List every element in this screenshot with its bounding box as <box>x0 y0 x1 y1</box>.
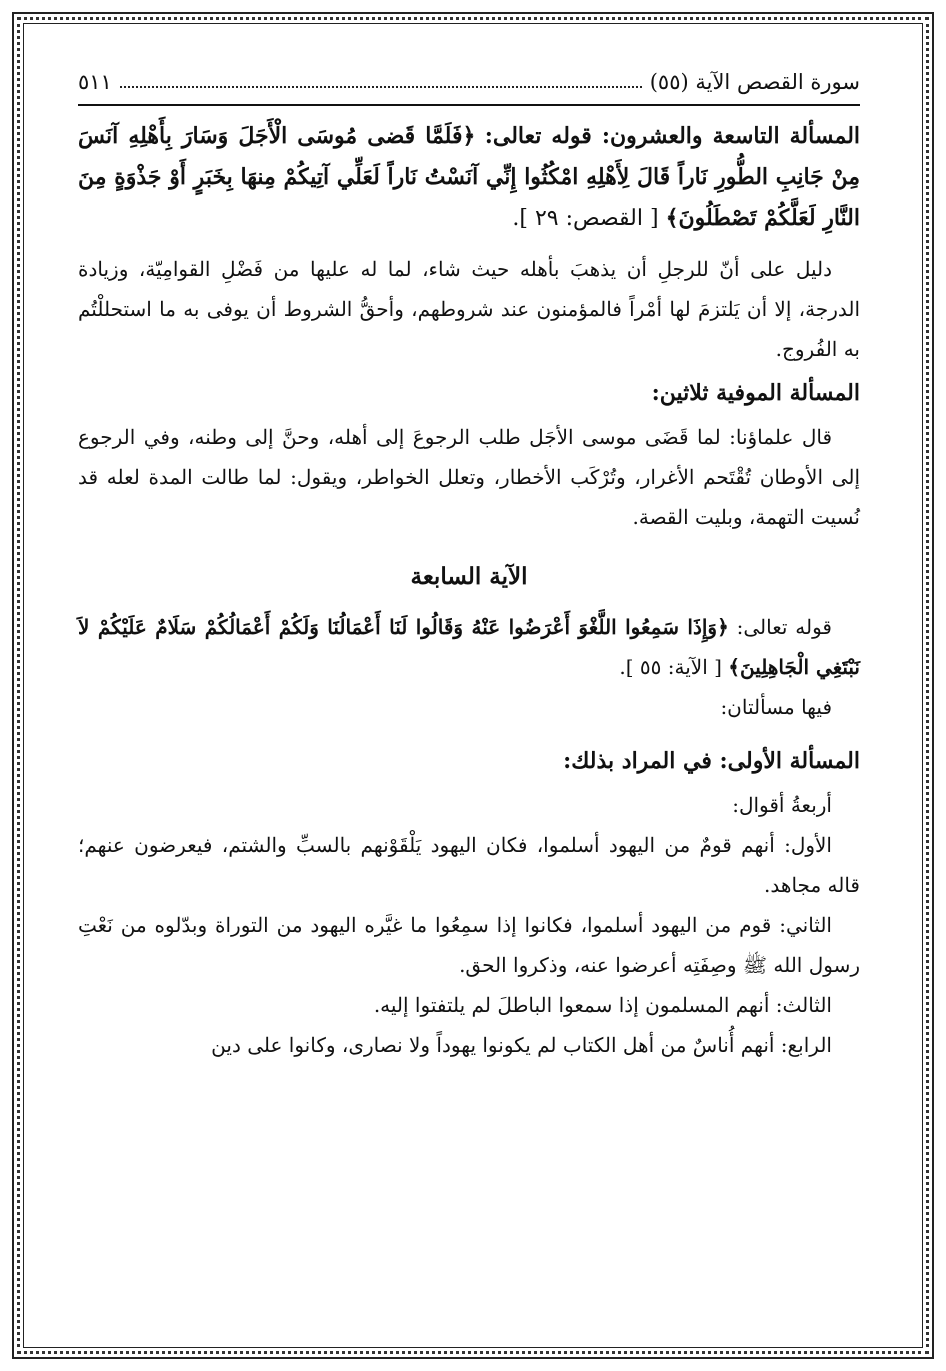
running-title: سورة القصص الآية (٥٥) <box>649 70 860 94</box>
seventh-verse-text: ﴿وَإِذَا سَمِعُوا اللَّغْوَ أَعْرَضُوا عَنْهُ وَقَالُوا لَنَا أَعْمَالُنَا وَلَكُمْ أَعْمَالُكُمْ سَلَامٌ عَلَيْكُمْ لاَ نَبْتَغِي الْجَاهِلِينَ﴾ <box>78 615 860 679</box>
seventh-verse-paragraph <box>78 607 860 687</box>
dotted-leader <box>120 86 642 88</box>
issue-29-body: دليل على أنّ للرجلِ أن يذهبَ بأهله حيث شاء، لما له عليها من فَضْلِ القوامِيّة، وزيادة الدرجة، إلا أن يَلتزمَ لها أمْراً فالمؤمنون عند شروطهم، وأحقُّ الشروط أن يوفى به ما استحللْتُم به الفُروج. <box>78 257 860 361</box>
seventh-verse-heading: الآية السابعة <box>410 563 528 590</box>
issue-29-citation: [ القصص: ٢٩ ]. <box>512 206 659 231</box>
issue-29-paragraph <box>78 116 860 239</box>
issue-1-item-2: الثاني: قوم من اليهود أسلموا، فكانوا إذا سمِعُوا ما غيَّره اليهود من التوراة وبدّلوه من نَعْتِ رسول الله ﷺ وصِفَتِه أعرضوا عنه، وذكروا الحق. <box>78 913 860 977</box>
running-header <box>78 60 860 106</box>
issue-1-count-line: أربعةُ أقوال: <box>732 793 832 817</box>
issue-1-item-1: الأول: أنهم قومٌ من اليهود أسلموا، فكان اليهود يَلْقَوْنهم بالسبِّ والشتم، فيعرضون عنهم؛ قاله مجاهد. <box>78 833 860 897</box>
issue-30-heading: المسألة الموفية ثلاثين: <box>651 380 860 406</box>
issue-30-body: قال علماؤنا: لما قَضَى موسى الأجَل طلب الرجوعَ إلى أهله، وحنَّ إلى وطنه، وفي الرجوع إلى الأوطان تُقْتَحم الأغرار، وتُرْكَب الأخطار، وتعلل الخواطر، ويقول: لما طالت المدة لعله قد نُسيت التهمة، وبليت القصة. <box>78 425 860 529</box>
issue-1-item-3: الثالث: أنهم المسلمون إذا سمعوا الباطلَ لم يلتفتوا إليه. <box>373 993 832 1017</box>
seventh-verse-intro: قوله تعالى: <box>736 615 832 639</box>
issue-29-lead: المسألة التاسعة والعشرون: قوله تعالى: <box>484 123 861 149</box>
issue-1-heading: المسألة الأولى: في المراد بذلك: <box>563 748 860 774</box>
seventh-verse-citation: [ الآية: ٥٥ ]. <box>619 655 722 679</box>
page-content <box>78 60 860 1331</box>
issue-1-item-4: الرابع: أنهم أُناسٌ من أهل الكتاب لم يكونوا يهوداً ولا نصارى، وكانوا على دين <box>211 1033 832 1057</box>
page-number: ٥١١ <box>78 70 112 94</box>
issue-29-verse: ﴿فَلَمَّا قَضى مُوسَى الْأَجَلَ وَسَارَ بِأَهْلِهِ آنَسَ مِنْ جَانِبِ الطُّورِ نَاراً قَالَ لِأَهْلِهِ امْكُثُوا إِنِّي آنَسْتُ نَاراً لَعَلِّي آتِيكُمْ مِنهَا بِخَبَرٍ أَوْ جَذْوَةٍ مِنَ النَّارِ لَعَلَّكُمْ تَصْطَلُونَ﴾ <box>78 123 860 231</box>
seventh-verse-note: فيها مسألتان: <box>720 695 832 719</box>
